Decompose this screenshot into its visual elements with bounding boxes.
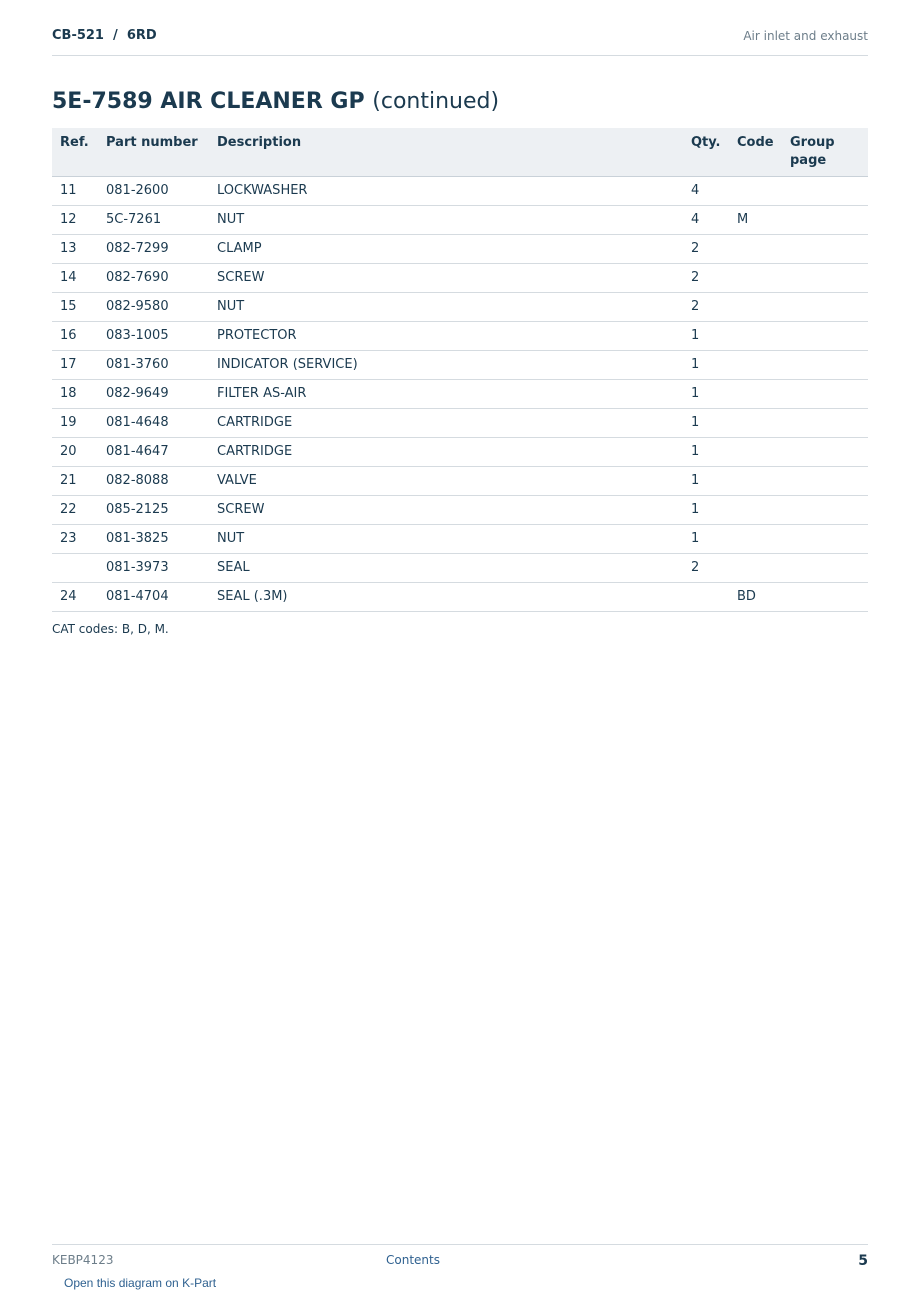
parts-table bbox=[52, 128, 868, 612]
table-row bbox=[52, 409, 868, 438]
table-row bbox=[52, 351, 868, 380]
table-row bbox=[52, 438, 868, 467]
cell-description: SCREW bbox=[217, 502, 265, 517]
table-row bbox=[52, 177, 868, 206]
cell-ref: 23 bbox=[60, 531, 77, 546]
cell-qty: 2 bbox=[691, 560, 700, 575]
document-id: KEBP4123 bbox=[52, 1253, 114, 1267]
cell-description: FILTER AS-AIR bbox=[217, 386, 307, 401]
cell-qty: 1 bbox=[691, 415, 700, 430]
cell-qty: 2 bbox=[691, 270, 700, 285]
cell-code: BD bbox=[737, 589, 756, 604]
open-diagram-link[interactable]: Open this diagram on K-Part bbox=[64, 1276, 217, 1290]
cell-ref: 16 bbox=[60, 328, 77, 343]
table-row bbox=[52, 293, 868, 322]
col-header-description: Description bbox=[217, 135, 302, 150]
table-row bbox=[52, 467, 868, 496]
cell-ref: 14 bbox=[60, 270, 77, 285]
table-row bbox=[52, 264, 868, 293]
page-title bbox=[52, 89, 499, 114]
table-body bbox=[52, 177, 868, 612]
cell-ref: 20 bbox=[60, 444, 77, 459]
cell-qty: 1 bbox=[691, 444, 700, 459]
table-row bbox=[52, 322, 868, 351]
col-header-ref: Ref. bbox=[60, 135, 89, 150]
cell-part-number: 081-3973 bbox=[106, 560, 169, 575]
col-header-part-number: Part number bbox=[106, 135, 198, 150]
table-row bbox=[52, 206, 868, 235]
page-title-main: 5E-7589 AIR CLEANER GP bbox=[52, 89, 365, 114]
footer-divider bbox=[52, 1244, 868, 1245]
table-row bbox=[52, 235, 868, 264]
table-row bbox=[52, 380, 868, 409]
contents-link[interactable]: Contents bbox=[386, 1253, 440, 1267]
cell-part-number: 081-4704 bbox=[106, 589, 169, 604]
cell-part-number: 081-3760 bbox=[106, 357, 169, 372]
cell-part-number: 085-2125 bbox=[106, 502, 169, 517]
table-header bbox=[52, 128, 868, 177]
col-header-qty: Qty. bbox=[691, 135, 721, 150]
page-title-suffix: (continued) bbox=[372, 89, 500, 114]
cell-qty: 1 bbox=[691, 531, 700, 546]
table-row bbox=[52, 496, 868, 525]
cell-qty: 1 bbox=[691, 502, 700, 517]
cell-description: LOCKWASHER bbox=[217, 183, 308, 198]
cell-qty: 1 bbox=[691, 357, 700, 372]
cell-part-number: 081-3825 bbox=[106, 531, 169, 546]
cell-ref: 13 bbox=[60, 241, 77, 256]
cell-ref: 12 bbox=[60, 212, 77, 227]
cell-ref: 19 bbox=[60, 415, 77, 430]
cell-ref: 21 bbox=[60, 473, 77, 488]
cell-part-number: 082-7299 bbox=[106, 241, 169, 256]
model-label: CB-521 / 6RD bbox=[52, 28, 157, 43]
page-number: 5 bbox=[858, 1253, 868, 1269]
cell-description: SEAL (.3M) bbox=[217, 589, 288, 604]
cell-part-number: 082-9649 bbox=[106, 386, 169, 401]
cell-description: NUT bbox=[217, 531, 245, 546]
cell-code: M bbox=[737, 212, 749, 227]
table-row bbox=[52, 583, 868, 612]
cell-part-number: 081-2600 bbox=[106, 183, 169, 198]
cell-ref: 17 bbox=[60, 357, 77, 372]
cell-ref: 15 bbox=[60, 299, 77, 314]
cell-description: NUT bbox=[217, 212, 245, 227]
cell-description: CARTRIDGE bbox=[217, 415, 293, 430]
cell-ref: 18 bbox=[60, 386, 77, 401]
col-header-code: Code bbox=[737, 135, 774, 150]
page-header bbox=[52, 28, 868, 56]
cell-description: SEAL bbox=[217, 560, 250, 575]
cell-ref: 22 bbox=[60, 502, 77, 517]
cell-part-number: 083-1005 bbox=[106, 328, 169, 343]
table-row bbox=[52, 525, 868, 554]
cell-ref: 11 bbox=[60, 183, 77, 198]
cell-ref: 24 bbox=[60, 589, 77, 604]
cell-description: INDICATOR (SERVICE) bbox=[217, 357, 358, 372]
cell-part-number: 5C-7261 bbox=[106, 212, 162, 227]
cell-part-number: 081-4648 bbox=[106, 415, 169, 430]
cell-qty: 4 bbox=[691, 212, 700, 227]
cell-qty: 2 bbox=[691, 241, 700, 256]
cell-description: SCREW bbox=[217, 270, 265, 285]
cat-codes-note: CAT codes: B, D, M. bbox=[52, 622, 169, 636]
cell-description: CLAMP bbox=[217, 241, 262, 256]
section-label: Air inlet and exhaust bbox=[743, 29, 868, 43]
cell-part-number: 082-8088 bbox=[106, 473, 169, 488]
cell-qty: 1 bbox=[691, 473, 700, 488]
cell-part-number: 082-7690 bbox=[106, 270, 169, 285]
cell-qty: 1 bbox=[691, 386, 700, 401]
cell-description: CARTRIDGE bbox=[217, 444, 293, 459]
cell-qty: 2 bbox=[691, 299, 700, 314]
col-header-group-page: Group page bbox=[790, 135, 835, 168]
cell-description: VALVE bbox=[217, 473, 257, 488]
cell-part-number: 081-4647 bbox=[106, 444, 169, 459]
table-row bbox=[52, 554, 868, 583]
cell-qty: 1 bbox=[691, 328, 700, 343]
cell-qty: 4 bbox=[691, 183, 700, 198]
cell-description: PROTECTOR bbox=[217, 328, 297, 343]
cell-description: NUT bbox=[217, 299, 245, 314]
cell-part-number: 082-9580 bbox=[106, 299, 169, 314]
